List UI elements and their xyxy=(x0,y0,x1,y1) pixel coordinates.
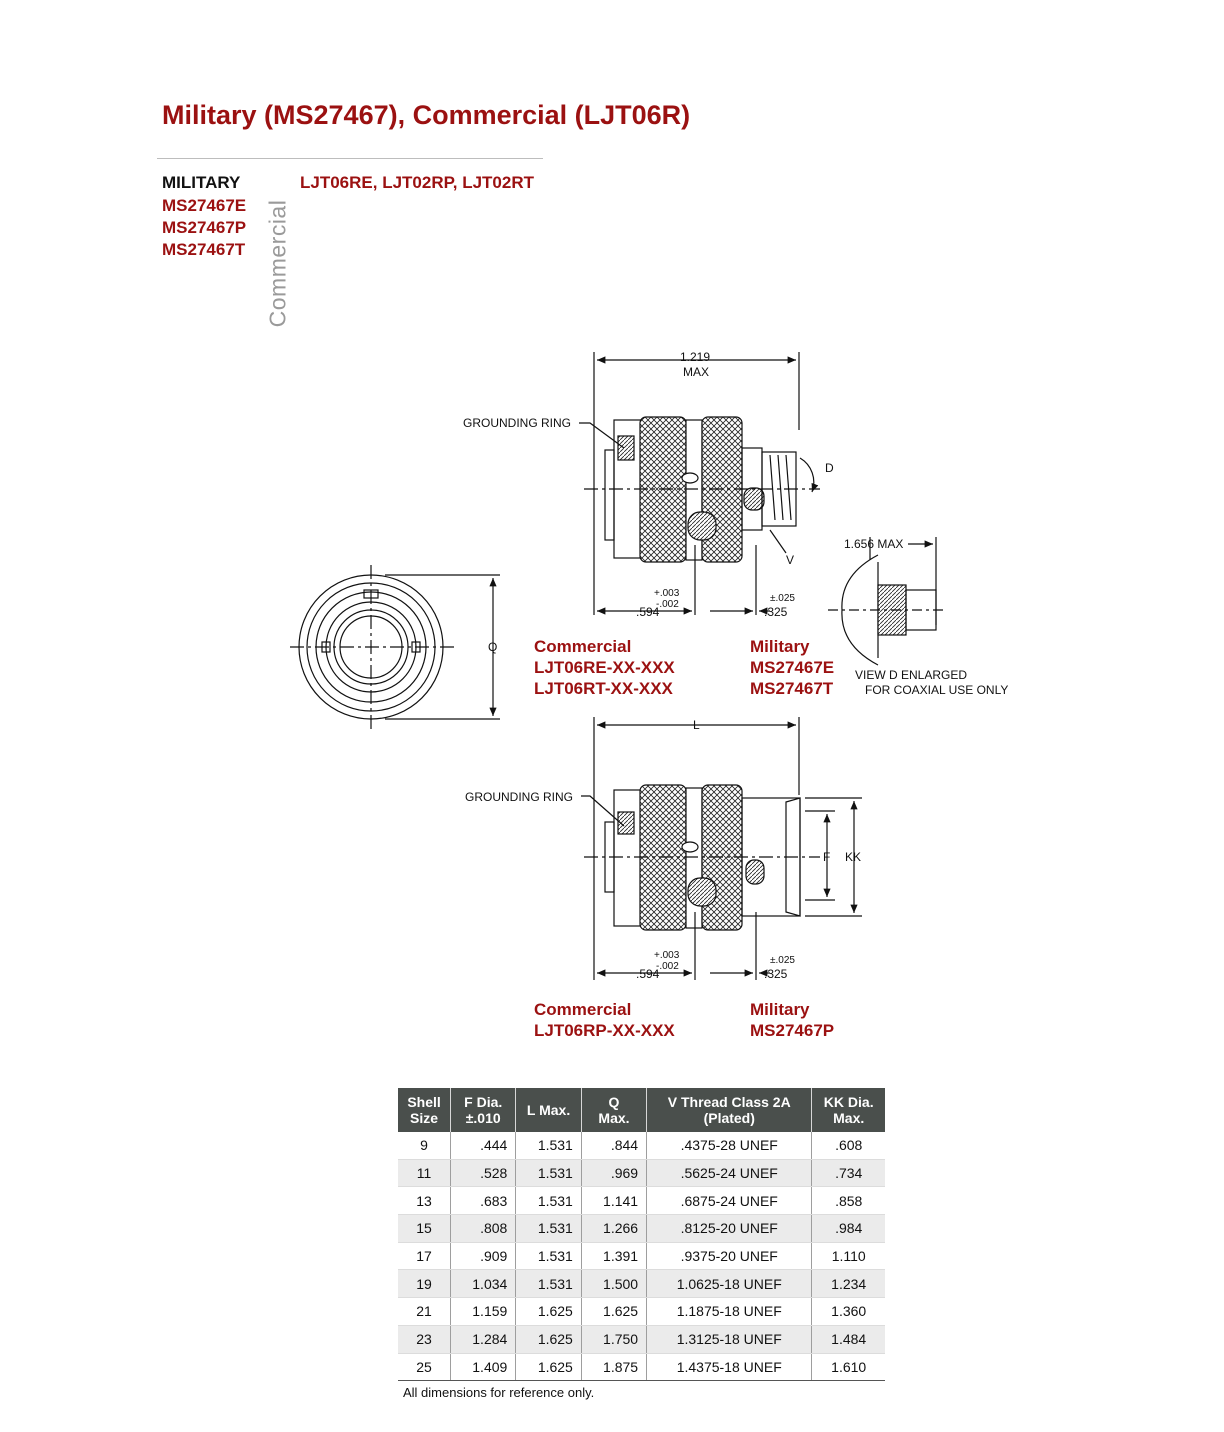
view-d-caption-1: VIEW D ENLARGED xyxy=(855,668,968,682)
col-l-max: L Max. xyxy=(516,1088,582,1132)
table-cell: .683 xyxy=(451,1187,516,1215)
table-cell: 1.500 xyxy=(581,1270,646,1298)
tol-minus-lower: -.002 xyxy=(656,961,679,972)
table-cell: 1.284 xyxy=(451,1325,516,1353)
dim-overall-note: MAX xyxy=(683,365,710,379)
upper-side-view xyxy=(579,352,820,615)
table-cell: 17 xyxy=(398,1242,451,1270)
table-cell: 1.531 xyxy=(516,1242,582,1270)
lower-side-view xyxy=(581,717,862,980)
table-cell: 1.3125-18 UNEF xyxy=(647,1325,812,1353)
dim-overall: 1.219 xyxy=(680,350,711,364)
footnote: All dimensions for reference only. xyxy=(403,1385,595,1400)
table-cell: .734 xyxy=(812,1159,885,1187)
table-cell: 1.484 xyxy=(812,1325,885,1353)
caption-part: MS27467T xyxy=(750,679,834,698)
table-cell: 1.625 xyxy=(581,1298,646,1326)
grounding-ring-label-top: GROUNDING RING xyxy=(463,416,571,430)
commercial-side-label: Commercial xyxy=(264,199,291,328)
table-cell: .909 xyxy=(451,1242,516,1270)
table-row xyxy=(398,1298,885,1326)
table-cell: 1.266 xyxy=(581,1215,646,1243)
table-cell: .5625-24 UNEF xyxy=(647,1159,812,1187)
lower-military-caption xyxy=(750,999,834,1041)
table-row xyxy=(398,1215,885,1243)
table-header-row xyxy=(398,1088,885,1132)
table-cell: .858 xyxy=(812,1187,885,1215)
upper-commercial-caption xyxy=(534,636,675,699)
table-cell: 1.625 xyxy=(516,1298,582,1326)
tol-pm-upper: ±.025 xyxy=(770,593,795,604)
table-cell: 1.391 xyxy=(581,1242,646,1270)
table-cell: 23 xyxy=(398,1325,451,1353)
caption-part: MS27467P xyxy=(750,1021,835,1040)
label-v: V xyxy=(786,553,795,567)
view-d-enlarged xyxy=(828,537,945,665)
tol-minus-upper: -.002 xyxy=(656,599,679,610)
caption-heading: Military xyxy=(750,1000,810,1019)
table-cell: 1.234 xyxy=(812,1270,885,1298)
col-shell-size: Shell Size xyxy=(398,1088,451,1132)
table-cell: .4375-28 UNEF xyxy=(647,1132,812,1159)
label-d: D xyxy=(825,461,834,475)
table-cell: 1.034 xyxy=(451,1270,516,1298)
military-header: MILITARY xyxy=(162,173,241,192)
table-cell: 1.141 xyxy=(581,1187,646,1215)
lower-commercial-caption xyxy=(534,999,675,1041)
table-row xyxy=(398,1132,885,1159)
table-cell: 25 xyxy=(398,1353,451,1381)
upper-military-caption xyxy=(750,636,834,699)
table-row xyxy=(398,1187,885,1215)
col-q-max: Q Max. xyxy=(581,1088,646,1132)
table-cell: 19 xyxy=(398,1270,451,1298)
table-cell: 11 xyxy=(398,1159,451,1187)
table-cell: 1.531 xyxy=(516,1159,582,1187)
table-cell: 13 xyxy=(398,1187,451,1215)
col-v-thread: V Thread Class 2A (Plated) xyxy=(647,1088,812,1132)
table-cell: 1.360 xyxy=(812,1298,885,1326)
military-part: MS27467T xyxy=(162,240,246,259)
table-cell: 1.750 xyxy=(581,1325,646,1353)
tol-plus-upper: +.003 xyxy=(654,588,680,599)
end-view xyxy=(290,565,500,730)
dimension-table xyxy=(398,1088,885,1381)
table-cell: 1.531 xyxy=(516,1270,582,1298)
table-cell: 1.0625-18 UNEF xyxy=(647,1270,812,1298)
dim-594-lower: .594 xyxy=(636,967,660,981)
grounding-ring-label-bottom: GROUNDING RING xyxy=(465,790,573,804)
military-part: MS27467P xyxy=(162,218,247,237)
label-f: F xyxy=(823,850,831,864)
dim-325-upper: .325 xyxy=(764,605,788,619)
table-cell: .444 xyxy=(451,1132,516,1159)
label-q: Q xyxy=(488,640,498,654)
view-d-caption-2: FOR COAXIAL USE ONLY xyxy=(865,683,1009,697)
table-cell: 1.110 xyxy=(812,1242,885,1270)
table-cell: 9 xyxy=(398,1132,451,1159)
table-cell: 1.531 xyxy=(516,1187,582,1215)
table-cell: 1.875 xyxy=(581,1353,646,1381)
caption-part: LJT06RT-XX-XXX xyxy=(534,679,673,698)
table-cell: .608 xyxy=(812,1132,885,1159)
table-cell: 1.1875-18 UNEF xyxy=(647,1298,812,1326)
label-l: L xyxy=(693,718,700,732)
caption-part: MS27467E xyxy=(750,658,835,677)
table-cell: .9375-20 UNEF xyxy=(647,1242,812,1270)
table-cell: 1.159 xyxy=(451,1298,516,1326)
table-cell: 1.625 xyxy=(516,1325,582,1353)
col-f-dia: F Dia. ±.010 xyxy=(451,1088,516,1132)
military-part: MS27467E xyxy=(162,196,247,215)
caption-heading: Commercial xyxy=(534,1000,632,1019)
table-cell: .528 xyxy=(451,1159,516,1187)
caption-part: LJT06RP-XX-XXX xyxy=(534,1021,675,1040)
table-row xyxy=(398,1270,885,1298)
table-cell: 1.610 xyxy=(812,1353,885,1381)
dim-594-upper: .594 xyxy=(636,605,660,619)
table-row xyxy=(398,1242,885,1270)
tol-pm-lower: ±.025 xyxy=(770,955,795,966)
table-cell: 1.531 xyxy=(516,1215,582,1243)
caption-heading: Military xyxy=(750,637,810,656)
table-cell: 1.531 xyxy=(516,1132,582,1159)
table-cell: .808 xyxy=(451,1215,516,1243)
table-cell: .6875-24 UNEF xyxy=(647,1187,812,1215)
table-row xyxy=(398,1353,885,1381)
label-kk: KK xyxy=(845,850,862,864)
caption-heading: Commercial xyxy=(534,637,632,656)
table-cell: 1.625 xyxy=(516,1353,582,1381)
table-cell: .969 xyxy=(581,1159,646,1187)
table-cell: .8125-20 UNEF xyxy=(647,1215,812,1243)
col-kk-dia: KK Dia. Max. xyxy=(812,1088,885,1132)
table-row xyxy=(398,1159,885,1187)
table-row xyxy=(398,1325,885,1353)
commercial-part-list: LJT06RE, LJT02RP, LJT02RT xyxy=(300,173,534,192)
caption-part: LJT06RE-XX-XXX xyxy=(534,658,675,677)
table-cell: 21 xyxy=(398,1298,451,1326)
table-cell: .844 xyxy=(581,1132,646,1159)
dim-325-lower: .325 xyxy=(764,967,788,981)
table-cell: 15 xyxy=(398,1215,451,1243)
page-title: Military (MS27467), Commercial (LJT06R) xyxy=(162,100,691,130)
table-cell: 1.4375-18 UNEF xyxy=(647,1353,812,1381)
tol-plus-lower: +.003 xyxy=(654,950,680,961)
view-d-dim: 1.656 MAX xyxy=(844,537,904,551)
table-cell: .984 xyxy=(812,1215,885,1243)
table-cell: 1.409 xyxy=(451,1353,516,1381)
